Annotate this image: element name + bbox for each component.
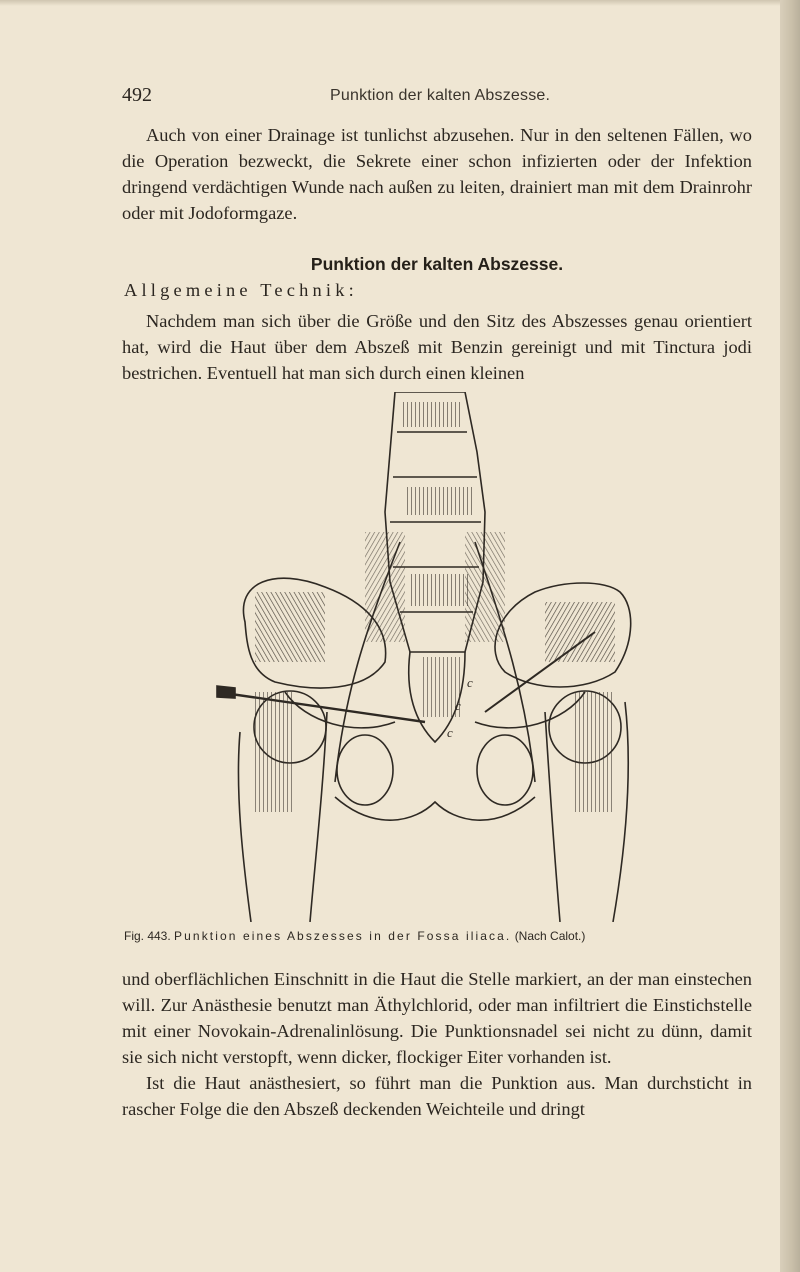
figure-caption — [124, 929, 754, 943]
figure-pelvis — [215, 392, 655, 922]
page-number: 492 — [122, 84, 152, 106]
running-head — [122, 84, 762, 110]
figure-caption-text: Punktion eines Abszesses in der Fossa iliaca. — [174, 929, 512, 943]
label-c-1: c — [467, 675, 473, 690]
paragraph-anesthesia: und oberflächlichen Einschnitt in die Haut die Stelle markiert, an der man einstechen will. Zur Anästhesie benutzt man Äthylchlorid, oder man infiltriert die Einstichstelle mit einer Novokain-Adrenalinlösung. Die Punktionsnadel sei nicht zu dünn, damit sie sich nicht verstopft, wenn dicker, flockiger Eiter vorhanden ist. — [122, 969, 752, 1067]
label-c-2: c — [455, 698, 461, 713]
section-heading: Punktion der kalten Abszesse. — [310, 254, 564, 274]
muscle-hatching — [255, 402, 615, 812]
paragraph-drainage: Auch von einer Drainage ist tunlichst abzusehen. Nur in den seltenen Fällen, wo die Operation bezweckt, die Sekrete einer schon infizierten oder der Infektion dringend verdächtigen Wunde nach außen zu leiten, drainiert man mit dem Drainrohr oder mit Jodoformgaze. — [122, 125, 752, 223]
running-head-title: Punktion der kalten Abszesse. — [330, 87, 551, 104]
pelvis-anatomy-illustration — [215, 392, 655, 922]
paragraph-preparation: Nachdem man sich über die Größe und den Sitz des Abszesses genau orientiert hat, wird die Haut über dem Abszeß mit Benzin gereinigt und mit Tinctura jodi bestrichen. Eventuell hat man sich durch einen kleinen — [122, 311, 752, 383]
sub-heading: Allgemeine Technik: — [124, 280, 358, 300]
figure-source: (Nach Calot.) — [514, 929, 586, 943]
label-c-3: c — [447, 725, 453, 740]
paragraph-puncture: Ist die Haut anästhesiert, so führt man die Punktion aus. Man durchsticht in rascher Folge die den Abszeß deckenden Weichteile und dringt — [122, 1073, 752, 1119]
figure-label: Fig. 443. — [124, 929, 171, 943]
